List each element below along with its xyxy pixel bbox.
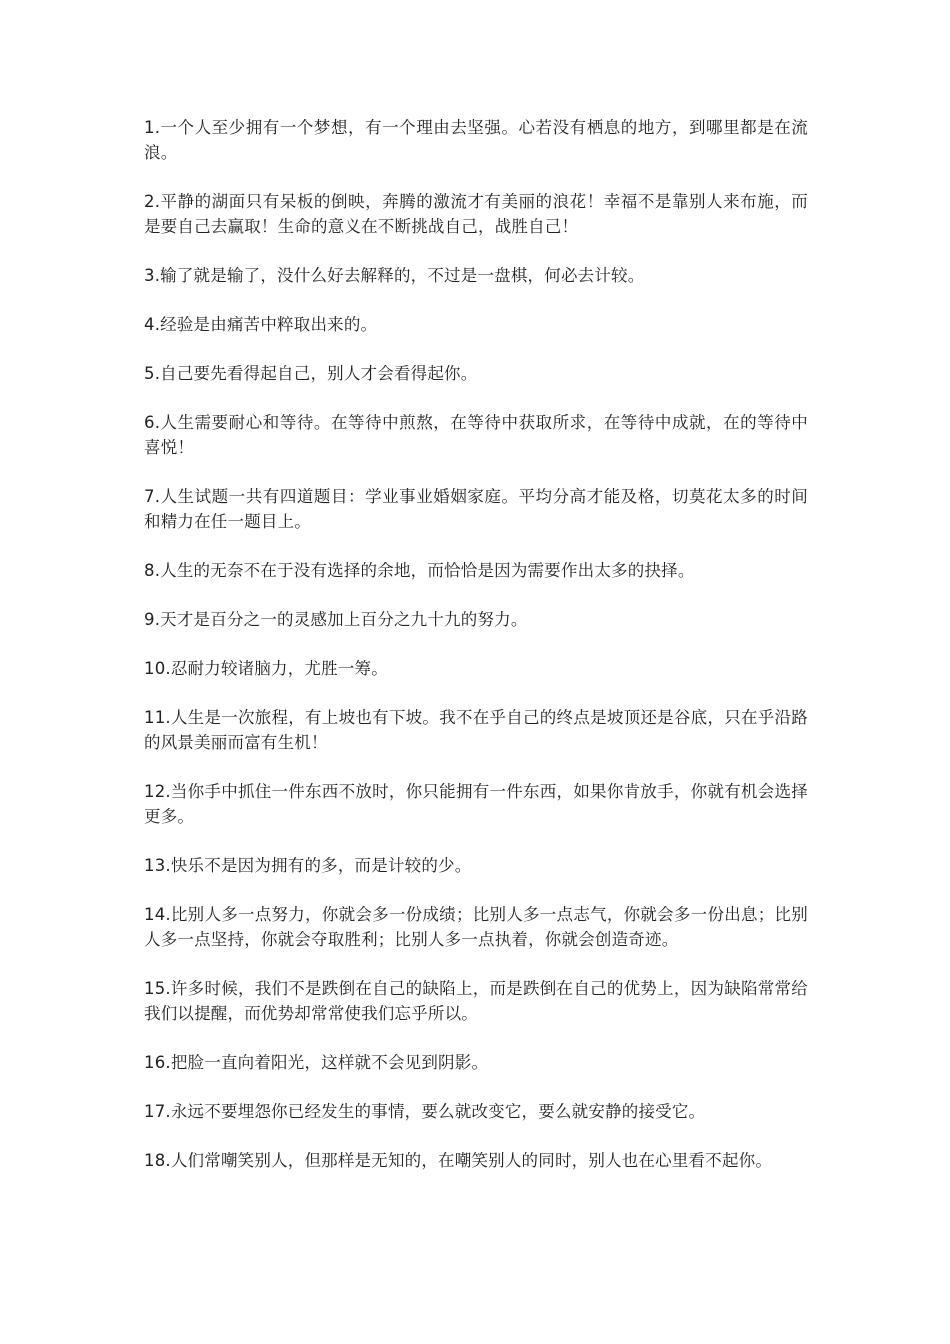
paragraph-3: 3.输了就是输了，没什么好去解释的，不过是一盘棋，何必去计较。 <box>144 266 645 285</box>
paragraph-12: 12.当你手中抓住一件东西不放时，你只能拥有一件东西，如果你肯放手，你就有机会选择更多。 <box>144 782 808 826</box>
paragraph-18: 18.人们常嘲笑别人，但那样是无知的，在嘲笑别人的同时，别人也在心里看不起你。 <box>144 1151 773 1170</box>
paragraph-10: 10.忍耐力较诸脑力，尤胜一筹。 <box>144 659 388 678</box>
paragraph-4: 4.经验是由痛苦中粹取出来的。 <box>144 315 378 334</box>
paragraph-15: 15.许多时候，我们不是跌倒在自己的缺陷上，而是跌倒在自己的优势上，因为缺陷常常给我们以提醒，而优势却常常使我们忘乎所以。 <box>144 979 808 1023</box>
paragraph-14: 14.比别人多一点努力，你就会多一份成绩；比别人多一点志气，你就会多一份出息；比别人多一点坚持，你就会夺取胜利；比别人多一点执着，你就会创造奇迹。 <box>144 905 808 949</box>
paragraph-2: 2.平静的湖面只有呆板的倒映，奔腾的激流才有美丽的浪花！幸福不是靠别人来布施，而是要自己去赢取！生命的意义在不断挑战自己，战胜自己！ <box>144 192 808 236</box>
paragraph-13: 13.快乐不是因为拥有的多，而是计较的少。 <box>144 856 472 875</box>
paragraph-1: 1.一个人至少拥有一个梦想，有一个理由去坚强。心若没有栖息的地方，到哪里都是在流浪。 <box>144 118 808 162</box>
document-body <box>144 115 808 1197</box>
paragraph-5: 5.自己要先看得起自己，别人才会看得起你。 <box>144 364 478 383</box>
paragraph-7: 7.人生试题一共有四道题目：学业事业婚姻家庭。平均分高才能及格，切莫花太多的时间和精力在任一题目上。 <box>144 487 808 531</box>
paragraph-16: 16.把脸一直向着阳光，这样就不会见到阴影。 <box>144 1053 489 1072</box>
paragraph-17: 17.永远不要埋怨你已经发生的事情，要么就改变它，要么就安静的接受它。 <box>144 1102 706 1121</box>
paragraph-6: 6.人生需要耐心和等待。在等待中煎熬，在等待中获取所求，在等待中成就，在的等待中喜悦！ <box>144 413 808 457</box>
paragraph-9: 9.天才是百分之一的灵感加上百分之九十九的努力。 <box>144 610 528 629</box>
paragraph-8: 8.人生的无奈不在于没有选择的余地，而恰恰是因为需要作出太多的抉择。 <box>144 561 695 580</box>
paragraph-11: 11.人生是一次旅程，有上坡也有下坡。我不在乎自己的终点是坡顶还是谷底，只在乎沿路的风景美丽而富有生机！ <box>144 708 808 752</box>
